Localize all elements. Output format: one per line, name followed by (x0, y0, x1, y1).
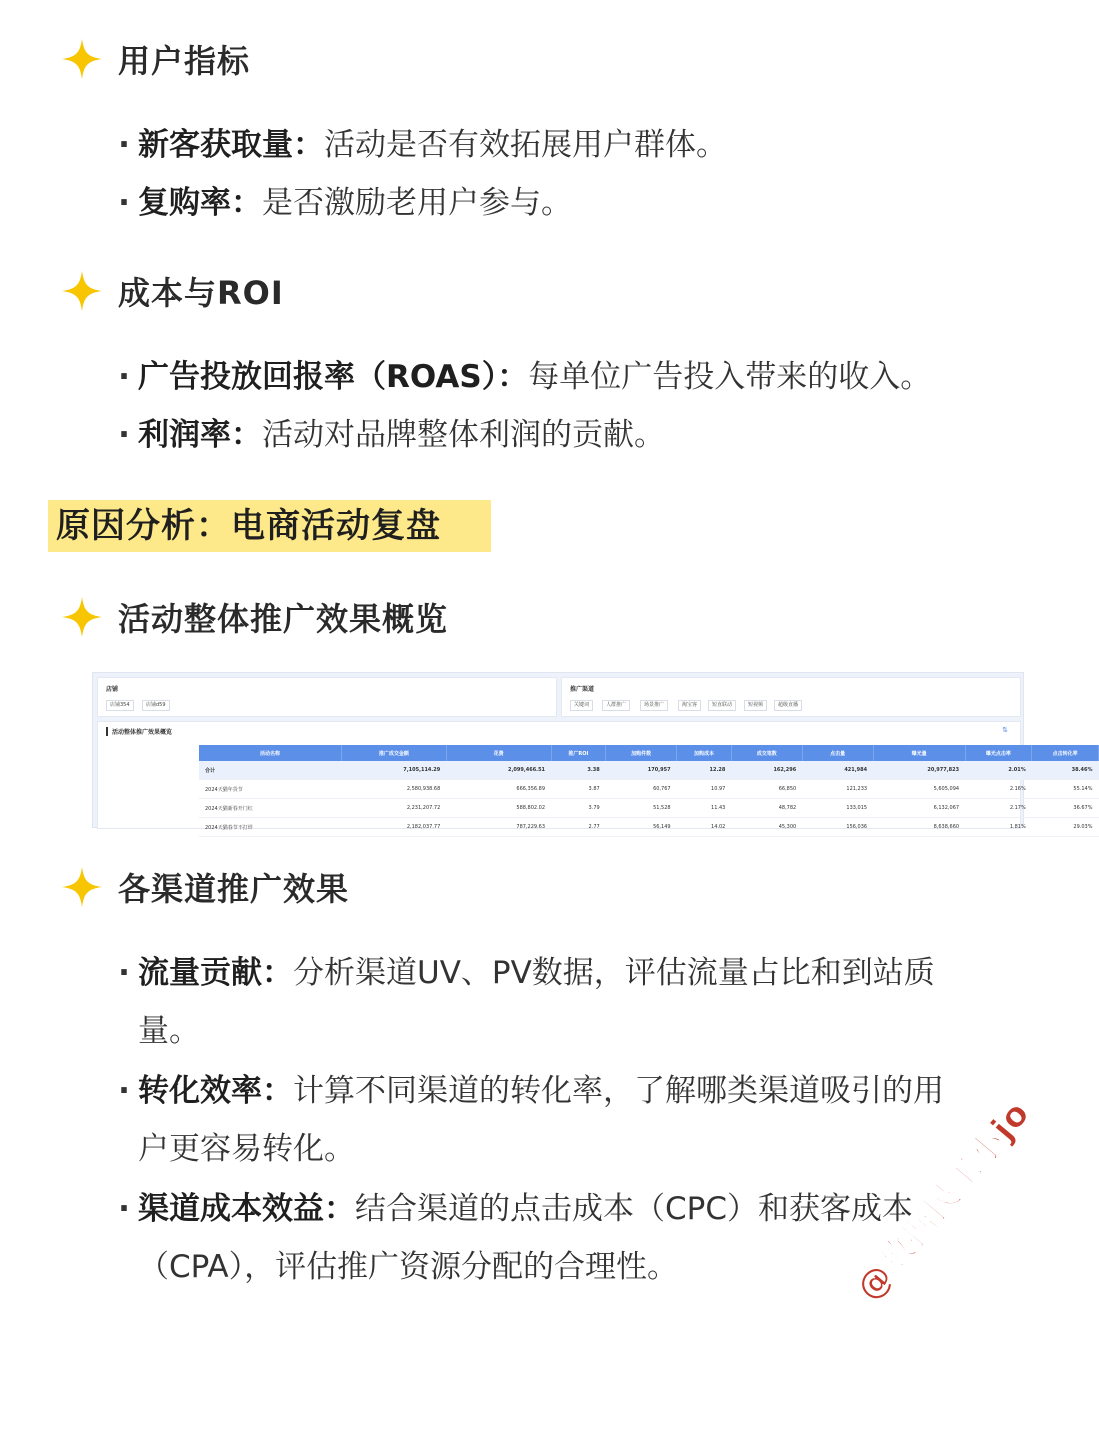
bullet-text: 活动是否有效拓展用户群体。 (324, 127, 727, 163)
table-cell: 2.77 (551, 818, 606, 837)
table-row (199, 799, 1099, 818)
table-cell: 1.81% (965, 818, 1032, 837)
section-overview (60, 594, 448, 640)
section-title: 用户指标 (118, 42, 251, 80)
bullet-text-cont: 量。 (138, 1013, 200, 1049)
table-cell: 2024天猫春节不打烊 (199, 818, 342, 837)
table-cell: 3.38 (551, 761, 606, 780)
sparkle-star-icon (60, 865, 104, 909)
column-header[interactable]: 加购成本 (677, 745, 732, 761)
table-cell: 588,802.02 (446, 799, 551, 818)
table-cell: 合计 (199, 761, 342, 780)
column-header[interactable]: 曝光量 (873, 745, 965, 761)
bullet-text: 每单位广告投入带来的收入。 (528, 359, 932, 395)
list-item: · 渠道成本效益：结合渠道的点击成本（CPC）和获客成本 （CPA），评估推广资源分配的合理性。 (110, 1180, 1050, 1296)
section-cost-roi (60, 268, 284, 314)
column-header[interactable]: 推广ROI (551, 745, 606, 761)
bullet-text: 活动对品牌整体利润的贡献。 (262, 417, 665, 453)
channel-chip[interactable]: 超级直播 (774, 700, 802, 711)
table-cell: 48,782 (731, 799, 802, 818)
bullet-text-cont: 户更容易转化。 (138, 1131, 355, 1167)
table-cell: 2,182,037.77 (342, 818, 447, 837)
sparkle-star-icon (60, 269, 104, 313)
table-cell: 3.87 (551, 780, 606, 799)
list-item: · 复购率：是否激励老用户参与。 (118, 185, 572, 221)
channel-chip[interactable]: 人群推广 (602, 700, 630, 711)
bullet-text: 分析渠道UV、PV数据，评估流量占比和到站质 (293, 955, 935, 991)
table-cell: 666,356.89 (446, 780, 551, 799)
store-chip[interactable]: 店铺d59 (142, 700, 170, 711)
table-cell: 60,767 (606, 780, 677, 799)
channel-chip[interactable]: 场景推广 (640, 700, 668, 711)
table-cell: 11.43 (677, 799, 732, 818)
column-header[interactable]: 点击转化率 (1032, 745, 1099, 761)
table-cell: 10.97 (677, 780, 732, 799)
settings-icon[interactable]: ⇅ (1002, 726, 1008, 734)
section-channels (60, 864, 349, 910)
table-cell: 45,300 (731, 818, 802, 837)
table-cell: 38.46% (1032, 761, 1099, 780)
column-header[interactable]: 加购件数 (606, 745, 677, 761)
channel-chip[interactable]: 短直联动 (708, 700, 736, 711)
table-cell: 170,957 (606, 761, 677, 780)
table-cell: 14.02 (677, 818, 732, 837)
section-title: 各渠道推广效果 (118, 870, 350, 908)
channel-label: 推广渠道 (570, 686, 595, 693)
column-header[interactable]: 曝光点击率 (965, 745, 1032, 761)
table-title: 活动整体推广效果概览 (106, 727, 172, 736)
section-title: 活动整体推广效果概览 (118, 600, 449, 638)
channel-chip[interactable]: 淘宝客 (678, 700, 701, 711)
table-cell: 133,015 (802, 799, 873, 818)
table-cell: 2024天猫新春开门红 (199, 799, 342, 818)
table-cell: 2,099,466.51 (446, 761, 551, 780)
bullet-text-cont: （CPA），评估推广资源分配的合理性。 (138, 1249, 679, 1285)
column-header[interactable]: 花费 (446, 745, 551, 761)
channel-chip[interactable]: 关键词 (570, 700, 593, 711)
table-cell: 8,638,660 (873, 818, 965, 837)
store-label: 店铺 (106, 686, 119, 693)
bullet-label: 广告投放回报率（ROAS）： (138, 359, 529, 395)
table-row (199, 780, 1099, 799)
bullet-label: 转化效率： (138, 1073, 293, 1109)
table-cell: 12.28 (677, 761, 732, 780)
bullet-label: 新客获取量： (138, 127, 324, 163)
table-cell: 6,132,067 (873, 799, 965, 818)
section-user-metrics (60, 36, 250, 82)
table-cell: 7,105,114.29 (342, 761, 447, 780)
table-cell: 20,977,823 (873, 761, 965, 780)
table-cell: 156,036 (802, 818, 873, 837)
table-cell: 29.03% (1032, 818, 1099, 837)
bullet-label: 复购率： (138, 185, 262, 221)
channel-chip[interactable]: 短视频 (744, 700, 767, 711)
list-item: · 利润率：活动对品牌整体利润的贡献。 (118, 417, 665, 453)
bullet-text: 是否激励老用户参与。 (262, 185, 572, 221)
table-total-row (199, 761, 1099, 780)
table-cell: 162,296 (731, 761, 802, 780)
table-cell: 3.79 (551, 799, 606, 818)
table-row (199, 818, 1099, 837)
table-cell: 66,850 (731, 780, 802, 799)
sparkle-star-icon (60, 595, 104, 639)
table-cell: 2,580,938.68 (342, 780, 447, 799)
column-header[interactable]: 推广成交金额 (342, 745, 447, 761)
bullet-label: 利润率： (138, 417, 262, 453)
channel-filter-panel (561, 677, 1021, 717)
table-cell: 2.01% (965, 761, 1032, 780)
dashboard-screenshot (92, 672, 1093, 831)
bullet-text: 计算不同渠道的转化率，了解哪类渠道吸引的用 (293, 1073, 944, 1109)
table-cell: 2024天猫年货节 (199, 780, 342, 799)
table-header-row (199, 745, 1099, 761)
overview-table (199, 745, 1099, 837)
table-cell: 5,605,094 (873, 780, 965, 799)
column-header[interactable]: 活动名称 (199, 745, 342, 761)
bullet-label: 流量贡献： (138, 955, 293, 991)
table-cell: 2.16% (965, 780, 1032, 799)
table-cell: 421,984 (802, 761, 873, 780)
highlight-heading: 原因分析：电商活动复盘 (48, 500, 491, 552)
list-item: · 新客获取量：活动是否有效拓展用户群体。 (118, 127, 727, 163)
table-cell: 787,229.63 (446, 818, 551, 837)
table-cell: 2.17% (965, 799, 1032, 818)
section-title: 成本与ROI (118, 274, 284, 312)
table-cell: 36.67% (1032, 799, 1099, 818)
bullet-text: 结合渠道的点击成本（CPC）和获客成本 (355, 1191, 913, 1227)
list-item: · 转化效率：计算不同渠道的转化率，了解哪类渠道吸引的用 户更容易转化。 (110, 1062, 1050, 1178)
watermark: @数据民工小jo (848, 1093, 1039, 1309)
sparkle-star-icon (60, 37, 104, 81)
list-item: · 广告投放回报率（ROAS）：每单位广告投入带来的收入。 (118, 359, 932, 395)
list-item: · 流量贡献：分析渠道UV、PV数据，评估流量占比和到站质 量。 (110, 944, 1050, 1060)
table-cell: 56,149 (606, 818, 677, 837)
column-header[interactable]: 点击量 (802, 745, 873, 761)
table-cell: 51,528 (606, 799, 677, 818)
column-header[interactable]: 成交笔数 (731, 745, 802, 761)
store-filter-panel (97, 677, 557, 717)
table-cell: 2,231,207.72 (342, 799, 447, 818)
store-chip[interactable]: 店铺354 (106, 700, 134, 711)
table-cell: 121,233 (802, 780, 873, 799)
bullet-label: 渠道成本效益： (138, 1191, 355, 1227)
table-cell: 55.14% (1032, 780, 1099, 799)
